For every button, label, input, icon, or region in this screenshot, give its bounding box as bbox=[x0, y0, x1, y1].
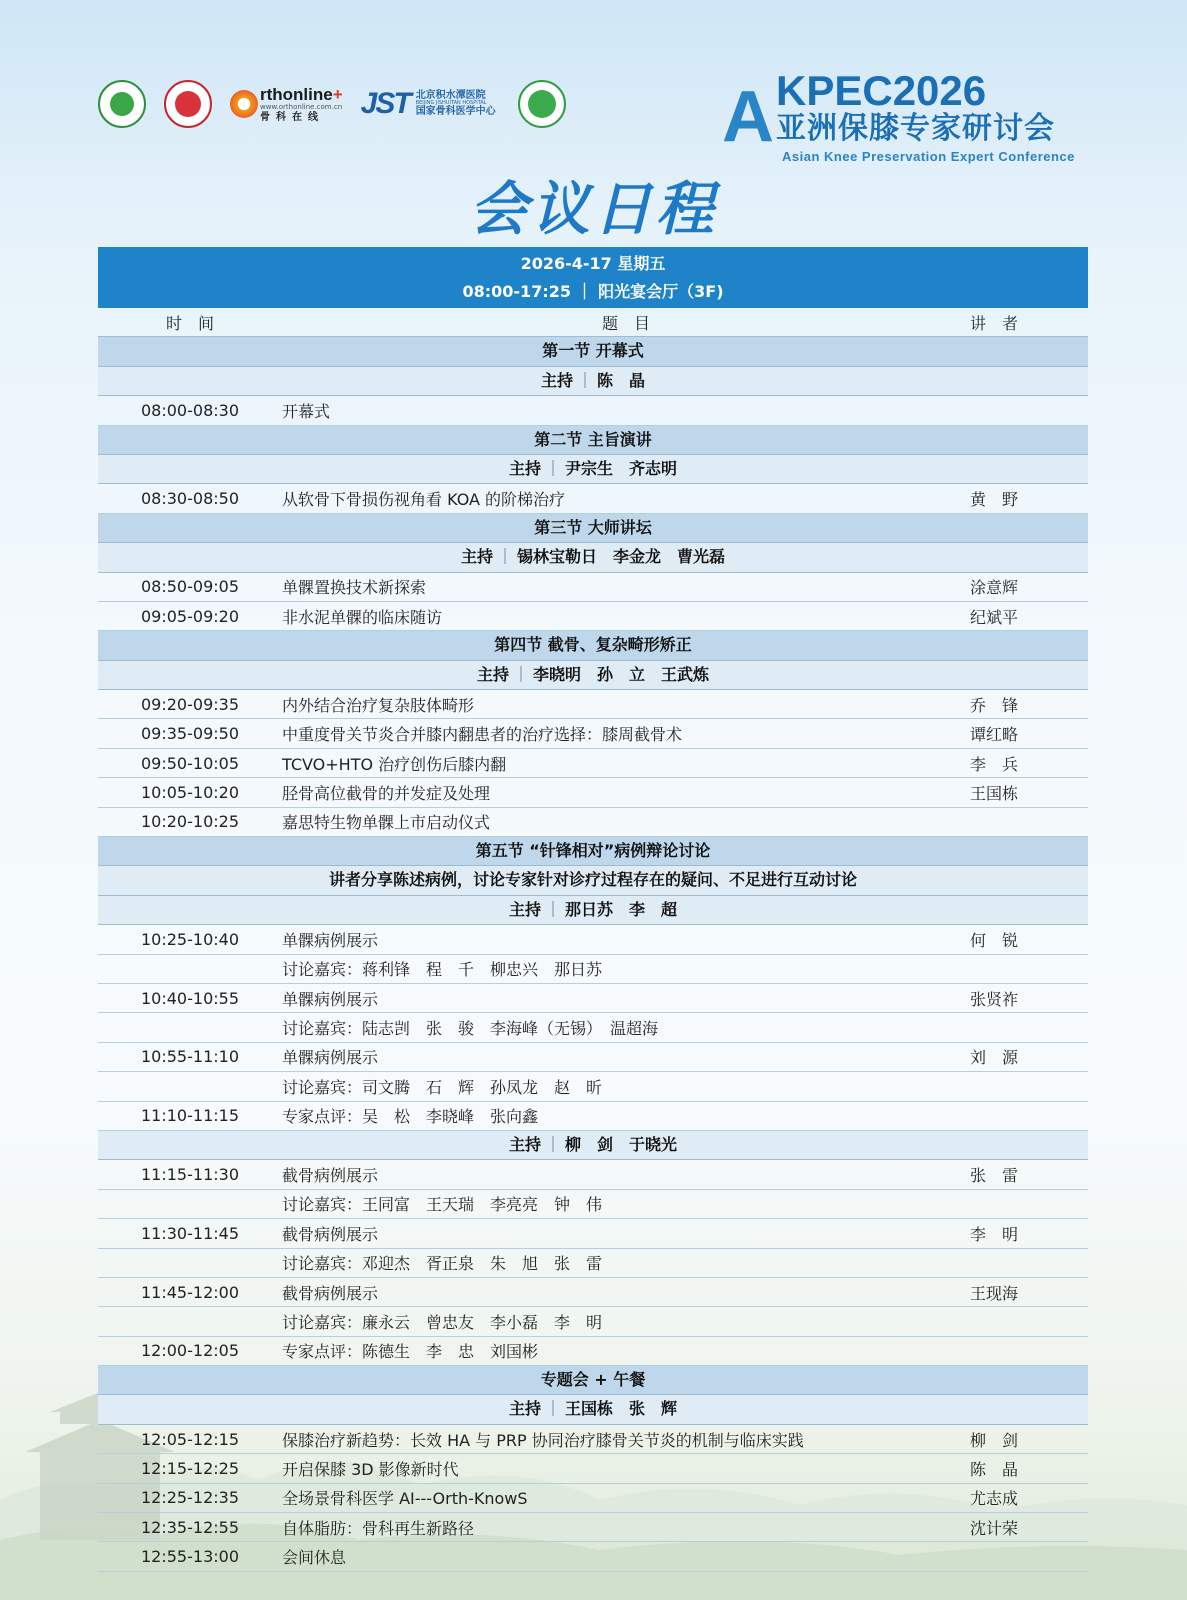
table-row bbox=[98, 925, 1088, 954]
host-separator: ｜ bbox=[544, 1399, 561, 1419]
table-row bbox=[98, 749, 1088, 778]
section-title: 第一节 开幕式 bbox=[98, 337, 1088, 366]
row-topic: 截骨病例展示 bbox=[282, 1224, 379, 1244]
row-speaker: 黄 野 bbox=[970, 490, 1019, 510]
row-speaker: 张贤祚 bbox=[970, 989, 1019, 1009]
row-topic: 单髁病例展示 bbox=[282, 1048, 379, 1068]
table-row bbox=[98, 602, 1088, 631]
table-row bbox=[98, 690, 1088, 719]
row-time: 11:15-11:30 bbox=[141, 1165, 239, 1185]
row-speaker: 乔 锋 bbox=[970, 695, 1019, 715]
row-speaker: 刘 源 bbox=[970, 1048, 1019, 1068]
row-time: 11:45-12:00 bbox=[141, 1282, 239, 1302]
page-title: 会议日程 bbox=[469, 175, 718, 243]
row-speaker: 李 兵 bbox=[970, 754, 1019, 774]
row-time: 12:05-12:15 bbox=[141, 1429, 239, 1449]
row-topic: 截骨病例展示 bbox=[282, 1283, 379, 1303]
table-row bbox=[98, 484, 1088, 513]
host-label: 主持 bbox=[460, 547, 493, 567]
row-topic: 讨论嘉宾：陆志剀 张 骏 李海峰（无锡） 温超海 bbox=[282, 1019, 659, 1039]
row-time: 09:35-09:50 bbox=[141, 724, 239, 744]
association-logo-icon bbox=[98, 80, 146, 128]
brand-en-name: Asian Knee Preservation Expert Conference bbox=[782, 148, 1075, 164]
orthonline-url: www.orthonline.com.cn bbox=[260, 102, 343, 111]
orthonline-name: rthonline bbox=[260, 84, 333, 104]
table-row bbox=[98, 808, 1088, 837]
conference-brand bbox=[722, 67, 1092, 164]
table-row bbox=[98, 1072, 1088, 1101]
host-names: 陈 晶 bbox=[597, 370, 646, 390]
row-topic: 内外结合治疗复杂肢体畸形 bbox=[282, 695, 475, 715]
row-topic: 单髁病例展示 bbox=[282, 989, 379, 1009]
row-speaker: 陈 晶 bbox=[970, 1459, 1019, 1479]
table-row bbox=[98, 1454, 1088, 1483]
column-topic: 题 目 bbox=[601, 313, 650, 333]
table-row bbox=[98, 396, 1088, 425]
medical-association-logo-icon bbox=[164, 80, 212, 128]
column-header-row bbox=[98, 308, 1088, 337]
row-topic: 非水泥单髁的临床随访 bbox=[282, 607, 443, 627]
row-topic: 讨论嘉宾：王同富 王天瑞 李亮亮 钟 伟 bbox=[282, 1195, 603, 1215]
table-row bbox=[98, 1337, 1088, 1366]
host-row bbox=[98, 543, 1088, 572]
host-separator: ｜ bbox=[512, 664, 529, 684]
row-time: 08:00-08:30 bbox=[141, 400, 239, 420]
row-time: 12:55-13:00 bbox=[141, 1547, 239, 1567]
host-row bbox=[98, 455, 1088, 484]
host-separator: ｜ bbox=[544, 1134, 561, 1154]
host-label: 主持 bbox=[508, 1134, 541, 1154]
row-topic: 保膝治疗新趋势：长效 HA 与 PRP 协同治疗膝骨关节炎的机制与临床实践 bbox=[282, 1430, 804, 1450]
row-topic: 专家点评：陈德生 李 忠 刘国彬 bbox=[282, 1342, 539, 1362]
brand-name: KPEC2026 bbox=[776, 67, 987, 114]
row-time: 12:25-12:35 bbox=[141, 1488, 239, 1508]
row-topic: 嘉思特生物单髁上市启动仪式 bbox=[282, 813, 491, 833]
row-time: 10:55-11:10 bbox=[141, 1047, 239, 1067]
host-separator: ｜ bbox=[496, 547, 513, 567]
orthonline-logo bbox=[230, 86, 343, 123]
host-separator: ｜ bbox=[576, 370, 593, 390]
table-row bbox=[98, 1542, 1088, 1571]
jst-logo bbox=[361, 87, 496, 121]
row-speaker: 柳 剑 bbox=[970, 1430, 1019, 1450]
host-row bbox=[98, 367, 1088, 396]
table-row bbox=[98, 573, 1088, 602]
table-row bbox=[98, 1190, 1088, 1219]
section-title: 第四节 截骨、复杂畸形矫正 bbox=[98, 631, 1088, 660]
table-row bbox=[98, 1102, 1088, 1131]
page-header bbox=[0, 0, 1187, 243]
jst-hospital-name: 北京积水潭医院 bbox=[415, 89, 486, 101]
jst-mark: JST bbox=[360, 87, 410, 120]
host-row bbox=[98, 896, 1088, 925]
table-row bbox=[98, 1013, 1088, 1042]
row-topic: 截骨病例展示 bbox=[282, 1166, 379, 1186]
table-row bbox=[98, 1249, 1088, 1278]
host-names: 讲者分享陈述病例，讨论专家针对诊疗过程存在的疑问、不足进行互动讨论 bbox=[328, 870, 857, 890]
row-speaker: 纪斌平 bbox=[970, 607, 1019, 627]
table-row bbox=[98, 1307, 1088, 1336]
host-label: 主持 bbox=[508, 1399, 541, 1419]
row-time: 12:35-12:55 bbox=[141, 1517, 239, 1537]
row-topic: 中重度骨关节炎合并膝内翻患者的治疗选择：膝周截骨术 bbox=[282, 725, 683, 745]
day-time-place: 08:00-17:25 ｜ 阳光宴会厅（3F) bbox=[462, 282, 724, 301]
row-topic: 讨论嘉宾：廉永云 曾忠友 李小磊 李 明 bbox=[282, 1312, 603, 1332]
host-row bbox=[98, 1131, 1088, 1160]
row-topic: 开幕式 bbox=[282, 401, 331, 421]
row-time: 10:40-10:55 bbox=[141, 988, 239, 1008]
row-time: 10:25-10:40 bbox=[141, 929, 239, 949]
host-names: 锡林宝勒日 李金龙 曹光磊 bbox=[517, 547, 726, 567]
table-row bbox=[98, 1219, 1088, 1248]
host-separator: ｜ bbox=[544, 458, 561, 478]
column-time: 时 间 bbox=[165, 313, 214, 333]
row-topic: 讨论嘉宾：司文腾 石 辉 孙凤龙 赵 昕 bbox=[282, 1077, 603, 1097]
row-topic: TCVO+HTO 治疗创伤后膝内翻 bbox=[282, 754, 507, 774]
row-time: 09:05-09:20 bbox=[141, 606, 239, 626]
table-row bbox=[98, 1160, 1088, 1189]
row-topic: 讨论嘉宾：邓迎杰 胥正泉 朱 旭 张 雷 bbox=[282, 1254, 603, 1274]
host-separator: ｜ bbox=[544, 899, 561, 919]
section-title: 第五节 “针锋相对”病例辩论讨论 bbox=[98, 837, 1088, 866]
row-time: 11:30-11:45 bbox=[141, 1223, 239, 1243]
sponsor-logos bbox=[98, 80, 584, 128]
host-names: 王国栋 张 辉 bbox=[565, 1399, 678, 1419]
schedule-table bbox=[98, 247, 1088, 1572]
host-names: 柳 剑 于晓光 bbox=[565, 1134, 678, 1154]
row-speaker: 谭红略 bbox=[970, 725, 1019, 745]
table-row bbox=[98, 1425, 1088, 1454]
section-title: 专题会 + 午餐 bbox=[98, 1366, 1088, 1395]
table-row bbox=[98, 1043, 1088, 1072]
row-speaker: 何 锐 bbox=[970, 930, 1019, 950]
host-label: 主持 bbox=[540, 370, 573, 390]
host-label: 主持 bbox=[508, 899, 541, 919]
table-row bbox=[98, 719, 1088, 748]
row-topic: 从软骨下骨损伤视角看 KOA 的阶梯治疗 bbox=[282, 490, 566, 510]
row-time: 11:10-11:15 bbox=[141, 1106, 239, 1126]
table-row bbox=[98, 778, 1088, 807]
table-row bbox=[98, 984, 1088, 1013]
section-title: 第二节 主旨演讲 bbox=[98, 426, 1088, 455]
row-topic: 胫骨高位截骨的并发症及处理 bbox=[282, 783, 491, 803]
table-row bbox=[98, 1513, 1088, 1542]
row-topic: 单髁病例展示 bbox=[282, 930, 379, 950]
host-label: 主持 bbox=[508, 458, 541, 478]
brand-letter: A bbox=[722, 76, 774, 157]
host-names: 那日苏 李 超 bbox=[565, 899, 678, 919]
jst-center-name: 国家骨科医学中心 bbox=[415, 105, 496, 117]
day-date: 2026-4-17 星期五 bbox=[520, 254, 666, 273]
brand-cn-name: 亚洲保膝专家研讨会 bbox=[776, 111, 1055, 146]
column-speaker: 讲 者 bbox=[970, 313, 1019, 333]
row-speaker: 王现海 bbox=[970, 1283, 1019, 1303]
section-title: 第三节 大师讲坛 bbox=[98, 514, 1088, 543]
host-names: 李晓明 孙 立 王武炼 bbox=[533, 664, 710, 684]
row-topic: 自体脂肪：骨科再生新路径 bbox=[282, 1518, 475, 1538]
row-time: 12:00-12:05 bbox=[141, 1341, 239, 1361]
orthonline-sun-icon bbox=[230, 90, 258, 118]
row-topic: 专家点评：吴 松 李晓峰 张向鑫 bbox=[282, 1107, 539, 1127]
row-topic: 全场景骨科医学 AI---Orth-KnowS bbox=[282, 1489, 528, 1509]
host-row bbox=[98, 1395, 1088, 1424]
row-time: 12:15-12:25 bbox=[141, 1458, 239, 1478]
host-names: 尹宗生 齐志明 bbox=[565, 458, 678, 478]
green-emblem-logo-icon bbox=[518, 80, 566, 128]
row-time: 10:20-10:25 bbox=[141, 812, 239, 832]
row-speaker: 王国栋 bbox=[970, 783, 1019, 803]
day-header bbox=[98, 247, 1088, 308]
row-speaker: 尤志成 bbox=[970, 1489, 1019, 1509]
host-row bbox=[98, 866, 1088, 895]
host-row bbox=[98, 661, 1088, 690]
row-speaker: 李 明 bbox=[970, 1224, 1019, 1244]
row-time: 09:20-09:35 bbox=[141, 694, 239, 714]
row-time: 08:50-09:05 bbox=[141, 577, 239, 597]
row-time: 09:50-10:05 bbox=[141, 753, 239, 773]
row-time: 08:30-08:50 bbox=[141, 489, 239, 509]
schedule-rows bbox=[98, 337, 1088, 1571]
table-row bbox=[98, 1278, 1088, 1307]
row-speaker: 张 雷 bbox=[970, 1166, 1019, 1186]
host-label: 主持 bbox=[476, 664, 509, 684]
table-row bbox=[98, 1484, 1088, 1513]
row-speaker: 沈计荣 bbox=[970, 1518, 1019, 1538]
jst-hospital-en: BEIJING JISHUITAN HOSPITAL bbox=[415, 100, 487, 107]
orthonline-plus: + bbox=[332, 84, 343, 104]
orthonline-cn: 骨科在线 bbox=[260, 111, 324, 123]
row-topic: 讨论嘉宾：蒋利锋 程 千 柳忠兴 那日苏 bbox=[282, 960, 603, 980]
row-topic: 单髁置换技术新探索 bbox=[282, 578, 427, 598]
table-row bbox=[98, 955, 1088, 984]
row-time: 10:05-10:20 bbox=[141, 782, 239, 802]
row-topic: 会间休息 bbox=[282, 1548, 347, 1568]
row-speaker: 涂意辉 bbox=[970, 578, 1019, 598]
row-topic: 开启保膝 3D 影像新时代 bbox=[282, 1459, 459, 1479]
